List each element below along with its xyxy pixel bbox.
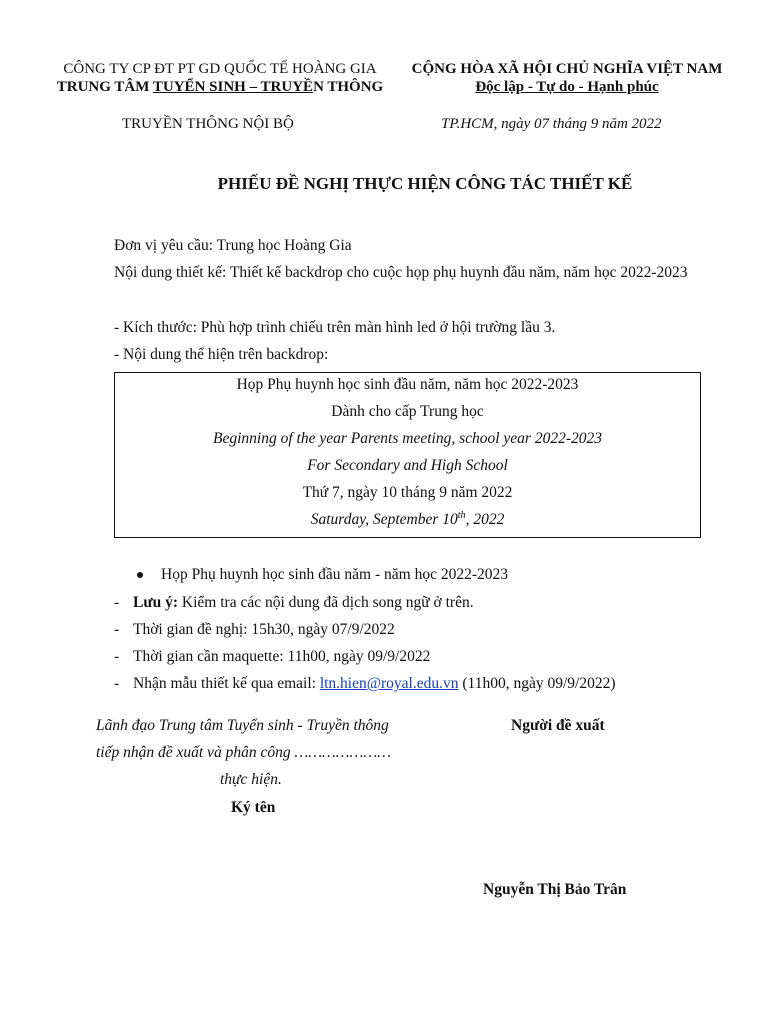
page-title: PHIẾU ĐỀ NGHỊ THỰC HIỆN CÔNG TÁC THIẾT KẾ [217,174,633,193]
internal-dept: TRUYỀN THÔNG NỘI BỘ [122,116,294,132]
approver-line-3: thực hiện. [220,771,282,788]
approver-line-1: Lãnh đạo Trung tâm Tuyển sinh - Truyền thông [96,717,389,734]
box-line-6 [115,510,700,530]
proposer-title: Người đề xuất [511,717,605,734]
box-line-6-sup: th [457,509,466,521]
department-suffix: N THÔNG [313,79,384,95]
box-line-3: Beginning of the year Parents meeting, school year 2022-2023 [213,430,602,447]
design-content: Nội dung thiết kế: Thiết kế backdrop cho cuộc họp phụ huynh đầu năm, năm học 2022-2023 [114,264,688,281]
box-line-6-main: Saturday, September 10 [310,511,458,528]
department-name [30,78,410,96]
document-date: TP.HCM, ngày 07 tháng 9 năm 2022 [441,116,662,132]
bullet-text: Họp Phụ huynh học sinh đầu năm - năm học 2022-2023 [161,566,508,583]
proposer-name: Nguyễn Thị Bảo Trân [483,881,627,898]
department-prefix: TRUNG TÂM [56,79,153,95]
dash-marker: - [114,621,120,638]
note-line [133,594,474,612]
box-line-2: Dành cho cấp Trung học [331,403,484,420]
country-name: CỘNG HÒA XÃ HỘI CHỦ NGHĨA VIỆT NAM [411,61,723,77]
email-line [133,675,616,693]
requester-line: Đơn vị yêu cầu: Trung học Hoàng Gia [114,237,352,254]
approver-line-2: tiếp nhận đề xuất và phân công ………………… [96,744,391,761]
proposed-time: Thời gian đề nghị: 15h30, ngày 07/9/2022 [133,621,395,638]
dash-marker: - [114,675,120,692]
company-name: CÔNG TY CP ĐT PT GD QUỐC TẾ HOÀNG GIA [63,61,377,77]
box-line-1: Họp Phụ huynh học sinh đầu năm, năm học 2022-2023 [236,376,579,393]
dash-marker: - [114,594,120,611]
sign-label: Ký tên [231,799,276,816]
box-line-4: For Secondary and High School [307,457,508,474]
motto-text: Độc lập - Tự do - Hạnh phúc [475,79,659,95]
department-underlined: TUYỂN SINH – TRUYỀ [152,79,314,95]
size-line: - Kích thước: Phù hợp trình chiếu trên màn hình led ở hội trường lầu 3. [114,319,556,336]
bullet-icon [137,572,143,578]
email-link[interactable]: ltn.hien@royal.edu.vn [319,675,459,692]
note-label: Lưu ý: [133,594,179,611]
backdrop-intro: - Nội dung thể hiện trên backdrop: [114,346,329,363]
motto [398,78,736,96]
box-line-6-tail: , 2022 [465,511,505,528]
backdrop-content-box [114,372,701,538]
note-text: Kiểm tra các nội dung đã dịch song ngữ ở trên. [178,594,474,611]
email-prefix: Nhận mẫu thiết kế qua email: [133,675,320,692]
maquette-time: Thời gian cần maquette: 11h00, ngày 09/9/2022 [133,648,431,665]
box-line-5: Thứ 7, ngày 10 tháng 9 năm 2022 [302,484,513,501]
dash-marker: - [114,648,120,665]
email-suffix: (11h00, ngày 09/9/2022) [458,675,616,692]
